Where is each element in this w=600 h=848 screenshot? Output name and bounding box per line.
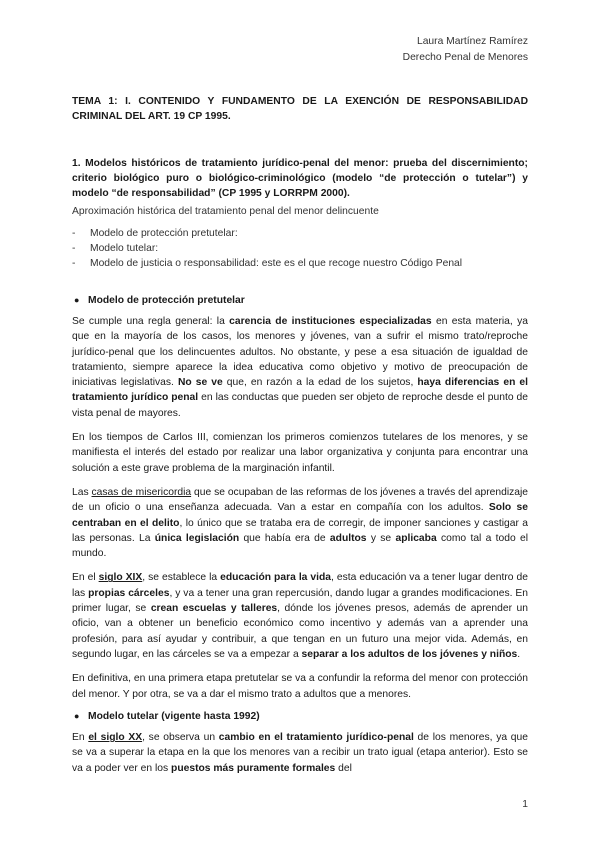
section-intro: Aproximación histórica del tratamiento penal del menor delincuente: [72, 206, 379, 218]
paragraph: Las casas de misericordia que se ocupaban de las reformas de los jóvenes a través del aprendizaje de un oficio o una enseñanza adecuada. Van a estar en compañía con los adultos. Solo se centraban en el delito, lo único que se trataba era de corregir, de imponer sanciones y castigar a las personas. La única legislación que había era de adultos y se aplicaba como tal a todo el mundo.: [72, 486, 529, 560]
bullet-icon: ●: [74, 294, 80, 305]
paragraph: En definitiva, en una primera etapa pretutelar se va a confundir la reforma del menor con protección del menor. Y por otra, se va a dar el mismo trato a adultos que a menores.: [72, 673, 528, 700]
subsection-heading-pretutelar: ● Modelo de protección pretutelar: [72, 293, 528, 308]
list-item: - Modelo de protección pretutelar:: [72, 226, 528, 241]
models-list: [72, 226, 528, 272]
dash-marker: -: [72, 227, 76, 239]
page-header: [403, 34, 528, 66]
paragraph: Se cumple una regla general: la carencia de instituciones especializadas en esta materia, ya que en la mayoría de los casos, los menores y jóvenes, van a sufrir el mismo trato/reproche jurídico-penal que los delincuentes adultos. No obstante, y pese a esa situación de igualdad de tratamiento, siempre aparece la idea educativa como objetivo y motivo de preocupación de iniciativas legislativas. No se ve que, en razón a la edad de los sujetos, haya diferencias en el tratamiento jurídico penal en las conductas que pueden ser objeto de reproche desde el punto de vista penal de mayores.: [72, 315, 529, 419]
subsection-heading-tutelar: ● Modelo tutelar (vigente hasta 1992): [72, 709, 528, 724]
paragraph: En el siglo XIX, se establece la educación para la vida, esta educación va a tener lugar dentro de las propias cárceles, y va a tener una gran repercusión, dando lugar a grandes modificaciones. En primer lugar, se crean escuelas y talleres, dónde los jóvenes presos, además de aprender un oficio, van a obtener un beneficio económico como incentivo y además van a aprender una profesión, para así ayudar y contribuir, a que tengan en un futuro una mejor vida. Además, en segundo lugar, en las cárceles se va a empezar a separar a los adultos de los jóvenes y niños.: [72, 572, 528, 660]
section-heading: 1. Modelos históricos de tratamiento jurídico-penal del menor: prueba del discernimiento; criterio biológico puro o biológico-criminológico (modelo “de protección o tutelar”) y modelo “de responsabilidad” (CP 1995 y LORRPM 2000).: [72, 157, 528, 200]
list-item: - Modelo tutelar:: [72, 241, 528, 256]
paragraph: En el siglo XX, se observa un cambio en el tratamiento jurídico-penal de los menores, ya que se va a superar la etapa en la que los menores van a recibir un trato igual (etapa anterior). Esto se va a poder ver en los puestos más puramente formales del: [72, 732, 528, 774]
document-body: [72, 94, 528, 776]
paragraph: En los tiempos de Carlos III, comienzan los primeros comienzos tutelares de los menores, y se manifiesta el interés del estado por realizar una labor organizativa y conjunta para encontrar una solución a este grave problema de la marginación infantil.: [72, 432, 528, 474]
header-author: Laura Martínez Ramírez: [416, 36, 528, 47]
bullet-icon: ●: [74, 710, 80, 721]
page-number: 1: [522, 799, 528, 810]
dash-marker: -: [72, 258, 76, 270]
document-title: TEMA 1: I. CONTENIDO Y FUNDAMENTO DE LA EXENCIÓN DE RESPONSABILIDAD CRIMINAL DEL ART. 19 CP 1995.: [72, 96, 528, 123]
dash-marker: -: [72, 243, 76, 255]
header-subject: Derecho Penal de Menores: [402, 52, 528, 63]
list-item: - Modelo de justicia o responsabilidad: este es el que recoge nuestro Código Penal: [72, 256, 528, 271]
